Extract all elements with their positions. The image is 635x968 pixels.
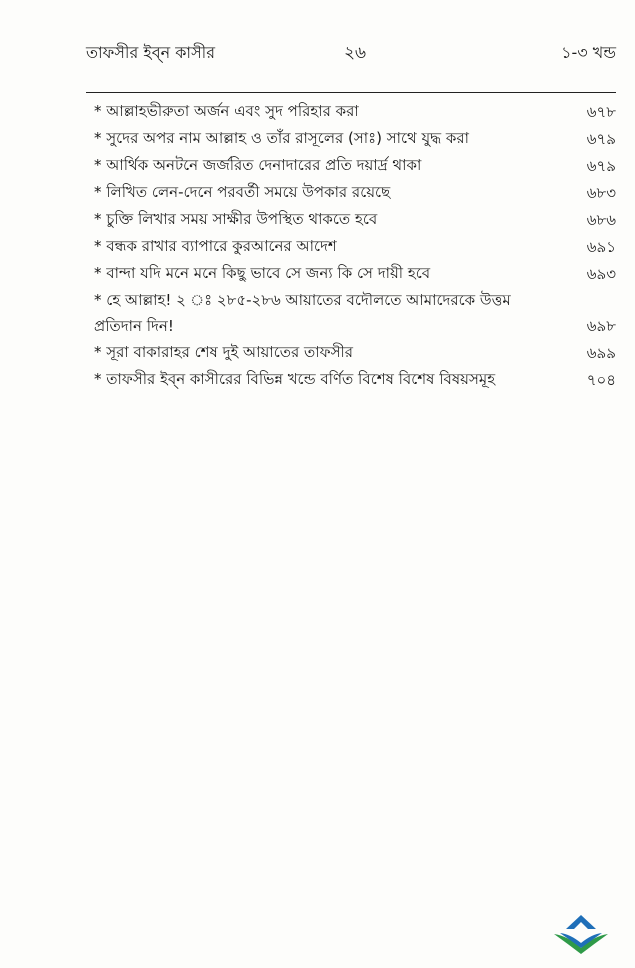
toc-entry-title: * তাফসীর ইব্‌ন কাসীরের বিভিন্ন খন্ডে বর্ণিত বিশেষ বিশেষ বিষয়সমূহ bbox=[94, 370, 496, 388]
toc-entry-page: ৬৯৯ bbox=[586, 344, 616, 362]
toc-entry-page: ৬৯১ bbox=[586, 238, 616, 256]
page-number: ২৬ bbox=[344, 43, 367, 63]
toc-entry bbox=[86, 125, 616, 152]
table-of-contents bbox=[86, 98, 616, 393]
toc-entry bbox=[86, 206, 616, 233]
toc-entry-page: ৬৮৬ bbox=[586, 211, 616, 229]
toc-entry bbox=[86, 260, 616, 287]
toc-entry-page: ৭০৪ bbox=[586, 371, 616, 389]
toc-entry bbox=[86, 366, 616, 393]
toc-entry-title: * হে আল্লাহ! ২ ঃ ২৮৫-২৮৬ আয়াতের বদৌলতে আমাদেরকে উত্তম প্রতিদান দিন! bbox=[94, 291, 511, 335]
book-title: তাফসীর ইব্‌ন কাসীর bbox=[86, 43, 216, 62]
toc-entry bbox=[86, 98, 616, 125]
toc-entry-page: ৬৮৩ bbox=[586, 184, 616, 202]
toc-entry bbox=[86, 152, 616, 179]
toc-entry-title: * চুক্তি লিখার সময় সাক্ষীর উপস্থিত থাকতে হবে bbox=[94, 210, 378, 228]
toc-entry-page: ৬৭৮ bbox=[586, 103, 616, 121]
running-header bbox=[86, 40, 616, 80]
toc-entry-title: * আল্লাহভীরুতা অর্জন এবং সুদ পরিহার করা bbox=[94, 102, 359, 120]
toc-entry bbox=[86, 287, 616, 339]
toc-entry-page: ৬৭৯ bbox=[586, 130, 616, 148]
toc-entry bbox=[86, 339, 616, 366]
toc-entry-title: * বান্দা যদি মনে মনে কিছু ভাবে সে জন্য কি সে দায়ী হবে bbox=[94, 264, 431, 282]
toc-entry-title: * সূরা বাকারাহর শেষ দুই আয়াতের তাফসীর bbox=[94, 343, 354, 361]
toc-entry bbox=[86, 179, 616, 206]
toc-entry-title: * লিখিত লেন-দেনে পরবর্তী সময়ে উপকার রয়েছে bbox=[94, 183, 391, 201]
toc-entry-page: ৬৯৮ bbox=[586, 317, 616, 335]
toc-entry-title: * আর্থিক অনটনে জর্জরিত দেনাদারের প্রতি দয়ার্দ্র থাকা bbox=[94, 156, 422, 174]
toc-entry-title: * বন্ধক রাখার ব্যাপারে কুরআনের আদেশ bbox=[94, 237, 337, 255]
toc-entry-page: ৬৭৯ bbox=[586, 157, 616, 175]
toc-entry bbox=[86, 233, 616, 260]
volume-label: ১-৩ খন্ড bbox=[561, 43, 616, 62]
toc-entry-page: ৬৯৩ bbox=[586, 265, 616, 283]
publisher-logo-icon bbox=[550, 912, 612, 954]
header-rule bbox=[86, 92, 616, 93]
toc-entry-title: * সুদের অপর নাম আল্লাহ ও তাঁর রাসূলের (সাঃ) সাথে যুদ্ধ করা bbox=[94, 129, 470, 147]
